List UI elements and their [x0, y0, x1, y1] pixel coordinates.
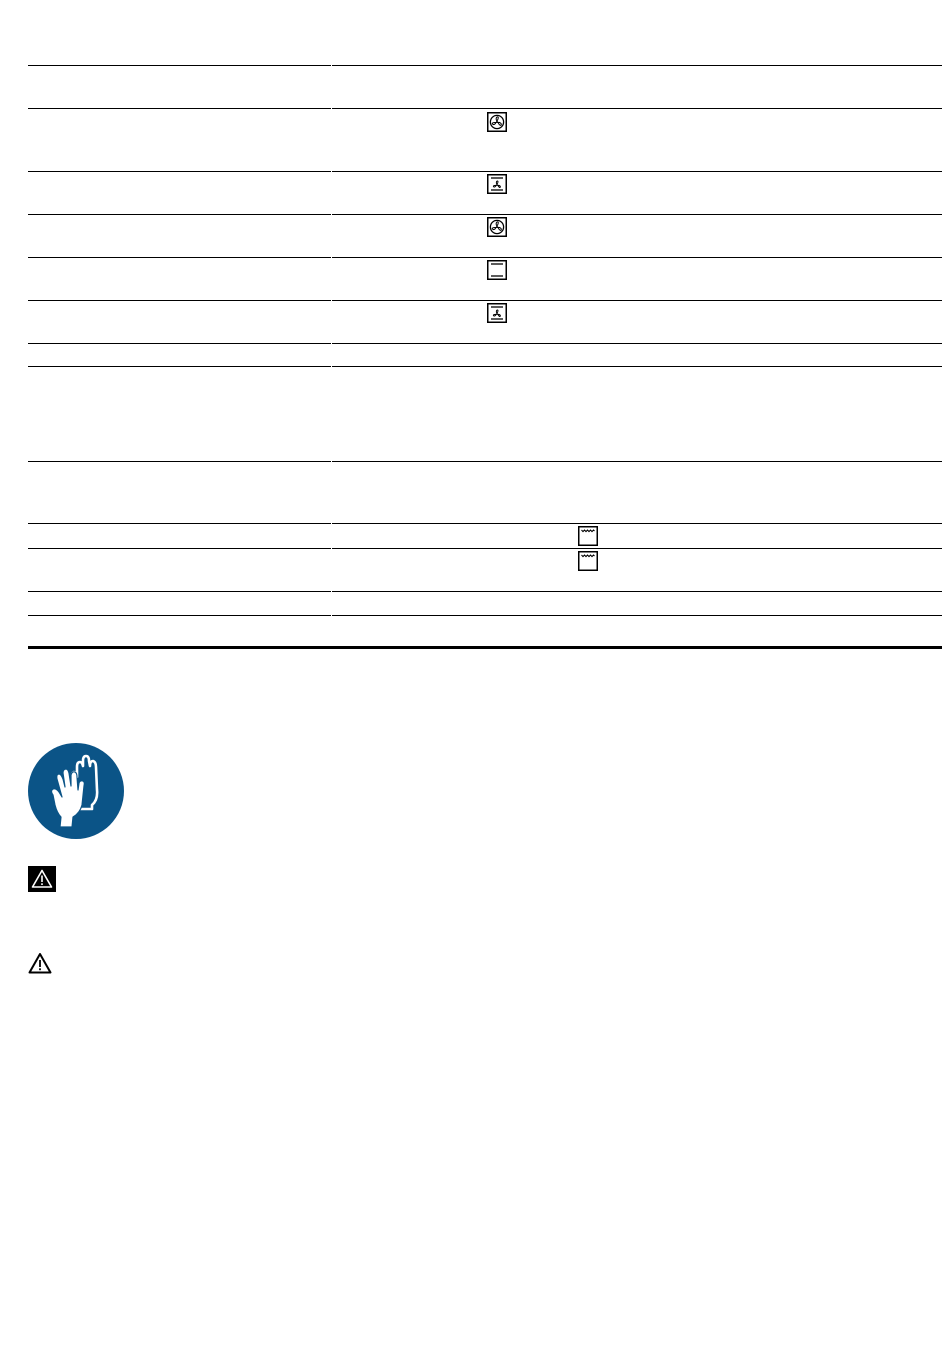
- table-rule: [28, 343, 942, 344]
- table-rule: [28, 171, 942, 172]
- column-gap: [331, 106, 332, 110]
- hot-air-fan-icon: [487, 217, 507, 237]
- table-rule: [28, 214, 942, 215]
- column-gap: [331, 459, 332, 463]
- table-rule: [28, 461, 942, 462]
- column-gap: [331, 255, 332, 259]
- column-gap: [331, 613, 332, 617]
- grill-icon: [578, 551, 598, 571]
- top-bottom-heat-icon: [487, 260, 507, 280]
- fan-with-bottom-heat-icon: [487, 174, 507, 194]
- table-rule: [28, 615, 942, 616]
- warning-outline-icon: [28, 952, 52, 974]
- table-rule: [28, 108, 942, 109]
- table-rule: [28, 300, 942, 301]
- wear-gloves-icon: [28, 743, 124, 839]
- column-gap: [331, 521, 332, 525]
- table-rule: [28, 257, 942, 258]
- column-gap: [331, 341, 332, 345]
- table-rule: [28, 548, 942, 549]
- grill-icon: [578, 526, 598, 546]
- column-gap: [331, 169, 332, 173]
- table-rule: [28, 591, 942, 592]
- column-gap: [331, 589, 332, 593]
- warning-filled-icon: [28, 866, 56, 892]
- table-rule: [28, 65, 942, 66]
- fan-with-bottom-heat-icon: [487, 303, 507, 323]
- oven-settings-table: [28, 0, 942, 650]
- column-gap: [331, 546, 332, 550]
- table-rule: [28, 366, 942, 367]
- table-rule: [28, 523, 942, 524]
- column-gap: [331, 63, 332, 67]
- column-gap: [331, 212, 332, 216]
- column-gap: [331, 298, 332, 302]
- hot-air-fan-icon: [487, 112, 507, 132]
- column-gap: [331, 364, 332, 368]
- table-bottom-rule: [28, 646, 942, 649]
